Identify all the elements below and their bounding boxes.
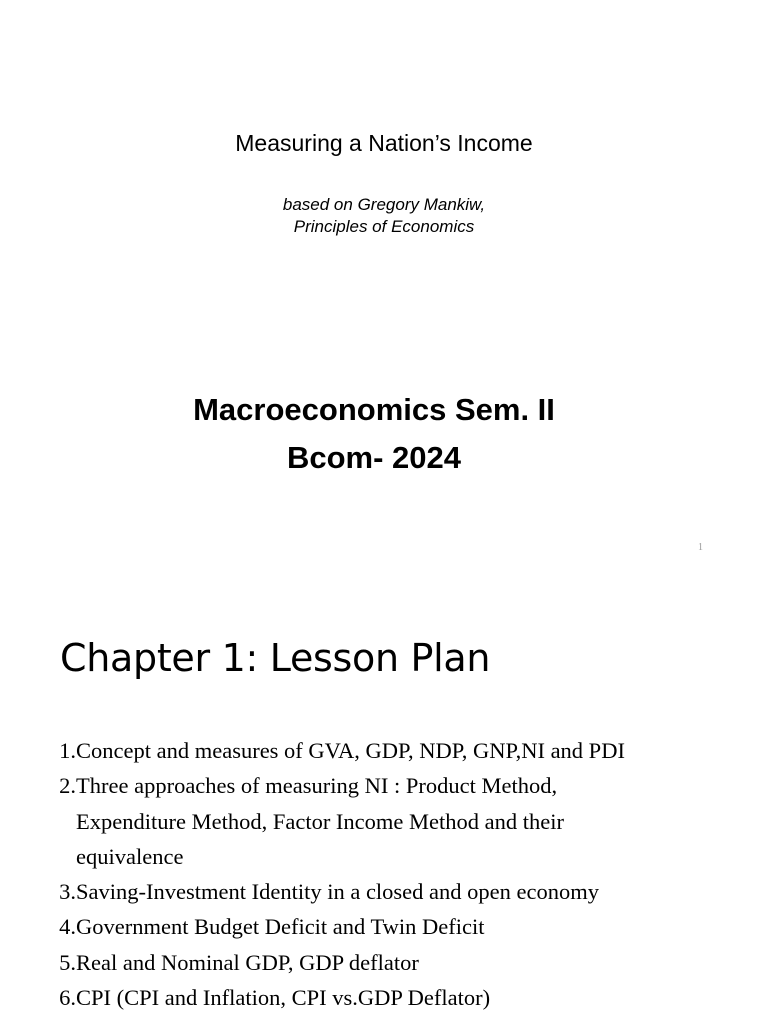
lesson-plan-slide <box>0 590 768 1024</box>
slide-title: Measuring a Nation’s Income <box>235 130 533 156</box>
course-line-2: Bcom- 2024 <box>286 440 462 475</box>
list-item-text <box>76 909 485 944</box>
list-item-number: 2. <box>59 773 76 799</box>
list-item-line: Three approaches of measuring NI : Product Method, <box>76 773 558 799</box>
list-item-text <box>76 980 490 1015</box>
list-item <box>40 945 740 980</box>
list-item <box>40 909 740 944</box>
list-item-number: 6. <box>59 985 76 1011</box>
list-item <box>40 980 740 1015</box>
list-item-text <box>76 733 625 768</box>
subtitle-line-1: based on Gregory Mankiw, <box>282 195 486 214</box>
list-item-text <box>76 945 419 980</box>
course-line-1: Macroeconomics Sem. II <box>193 392 555 427</box>
slide-subtitle <box>0 194 768 238</box>
list-item-line: Expenditure Method, Factor Income Method and their <box>76 808 564 834</box>
list-item-line: Saving-Investment Identity in a closed and open economy <box>76 879 599 905</box>
list-item-line: Real and Nominal GDP, GDP deflator <box>76 949 419 975</box>
subtitle-line-2: Principles of Economics <box>293 217 475 236</box>
list-item-text <box>76 874 599 909</box>
list-item-text <box>76 768 564 874</box>
list-item-number: 4. <box>59 914 76 940</box>
list-item-number: 5. <box>59 949 76 975</box>
list-item-line: Government Budget Deficit and Twin Deficit <box>76 914 485 940</box>
list-item-line: equivalence <box>76 843 184 869</box>
chapter-title: Chapter 1: Lesson Plan <box>60 636 491 680</box>
list-item <box>40 874 740 909</box>
list-item <box>40 733 740 768</box>
lesson-plan-list <box>40 733 740 1015</box>
page-number: 1 <box>698 542 703 553</box>
course-heading <box>0 386 748 482</box>
list-item-line: Concept and measures of GVA, GDP, NDP, GNP,NI and PDI <box>76 738 625 763</box>
list-item-line: CPI (CPI and Inflation, CPI vs.GDP Deflator) <box>76 985 491 1011</box>
list-item-number: 3. <box>59 879 76 905</box>
list-item <box>40 768 740 874</box>
list-item-number: 1. <box>59 738 76 763</box>
